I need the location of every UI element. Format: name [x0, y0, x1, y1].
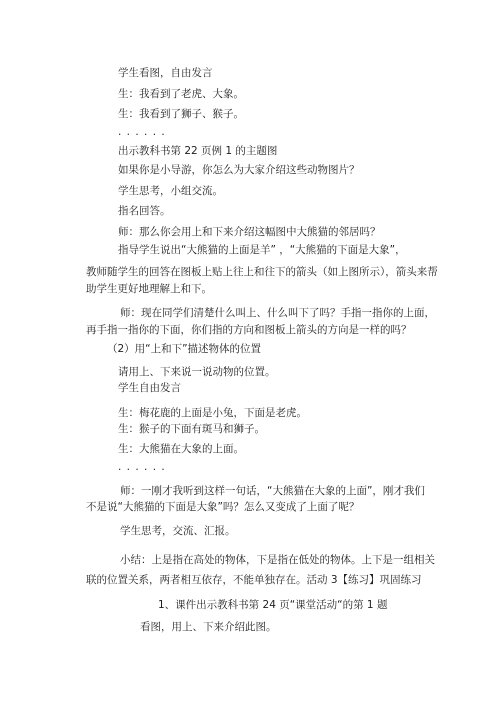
text-line: 教师随学生的回答在图板上贴上往上和往下的箭头（如上图所示），箭头来帮	[86, 266, 438, 278]
section-heading: （2）用“上和下”描述物体的位置	[107, 343, 262, 355]
ellipsis-line: · · · · · ·	[118, 129, 166, 141]
text-line: 不是说“大熊猫的下面是大象”吗？怎么又变成了上面了呢？	[86, 501, 360, 513]
text-line: 再手指一指你的下面，你们指的方向和图板上箭头的方向是一样的吗？	[86, 324, 412, 336]
text-line: 生：我看到了狮子、猴子。	[118, 108, 244, 120]
text-line: 请用上、下来说一说动物的位置。	[118, 366, 276, 378]
text-line: 学生自由发言	[118, 382, 181, 394]
text-line: 师：那么你会用上和下来介绍这幅图中大熊猫的邻居吗？	[118, 226, 381, 238]
text-line: 联的位置关系，两者相互依存，不能单独存在。活动 3【练习】巩固练习	[86, 574, 422, 586]
text-line: 小结：上是指在高处的物体，下是指在低处的物体。上下是一组相关	[120, 554, 435, 566]
text-line: 1、课件出示教科书第 24 页“课堂活动“的第 1 题	[158, 599, 388, 611]
text-line: 助学生更好地理解上和下。	[86, 283, 212, 295]
text-line: 生：猴子的下面有斑马和狮子。	[118, 423, 265, 435]
text-line: 师：现在同学们清楚什么叫上、什么叫下了吗？手指一指你的上面，	[120, 307, 435, 319]
text-line: 学生思考，交流、汇报。	[120, 525, 236, 537]
text-line: 师：一刚才我听到这样一句话，“大熊猫在大象的上面”，刚才我们	[120, 485, 425, 497]
text-line: 出示教科书第 22 页例 1 的主题图	[118, 145, 278, 157]
text-line: 学生思考，小组交流。	[118, 185, 223, 197]
text-line: 生：我看到了老虎、大象。	[118, 88, 244, 100]
text-line: 如果你是小导游，你怎么为大家介绍这些动物图片？	[118, 164, 360, 176]
text-line: 看图，用上、下来介绍此图。	[140, 621, 277, 633]
text-line: 指名回答。	[118, 205, 171, 217]
ellipsis-line: · · · · · ·	[118, 464, 166, 476]
text-line: 生：梅花鹿的上面是小兔，下面是老虎。	[118, 407, 307, 419]
text-line: 生：大熊猫在大象的上面。	[118, 443, 244, 455]
text-line: 指导学生说出“大熊猫的上面是羊” ，“大熊猫的下面是大象”，	[118, 244, 406, 256]
text-line: 学生看图，自由发言	[118, 67, 213, 79]
